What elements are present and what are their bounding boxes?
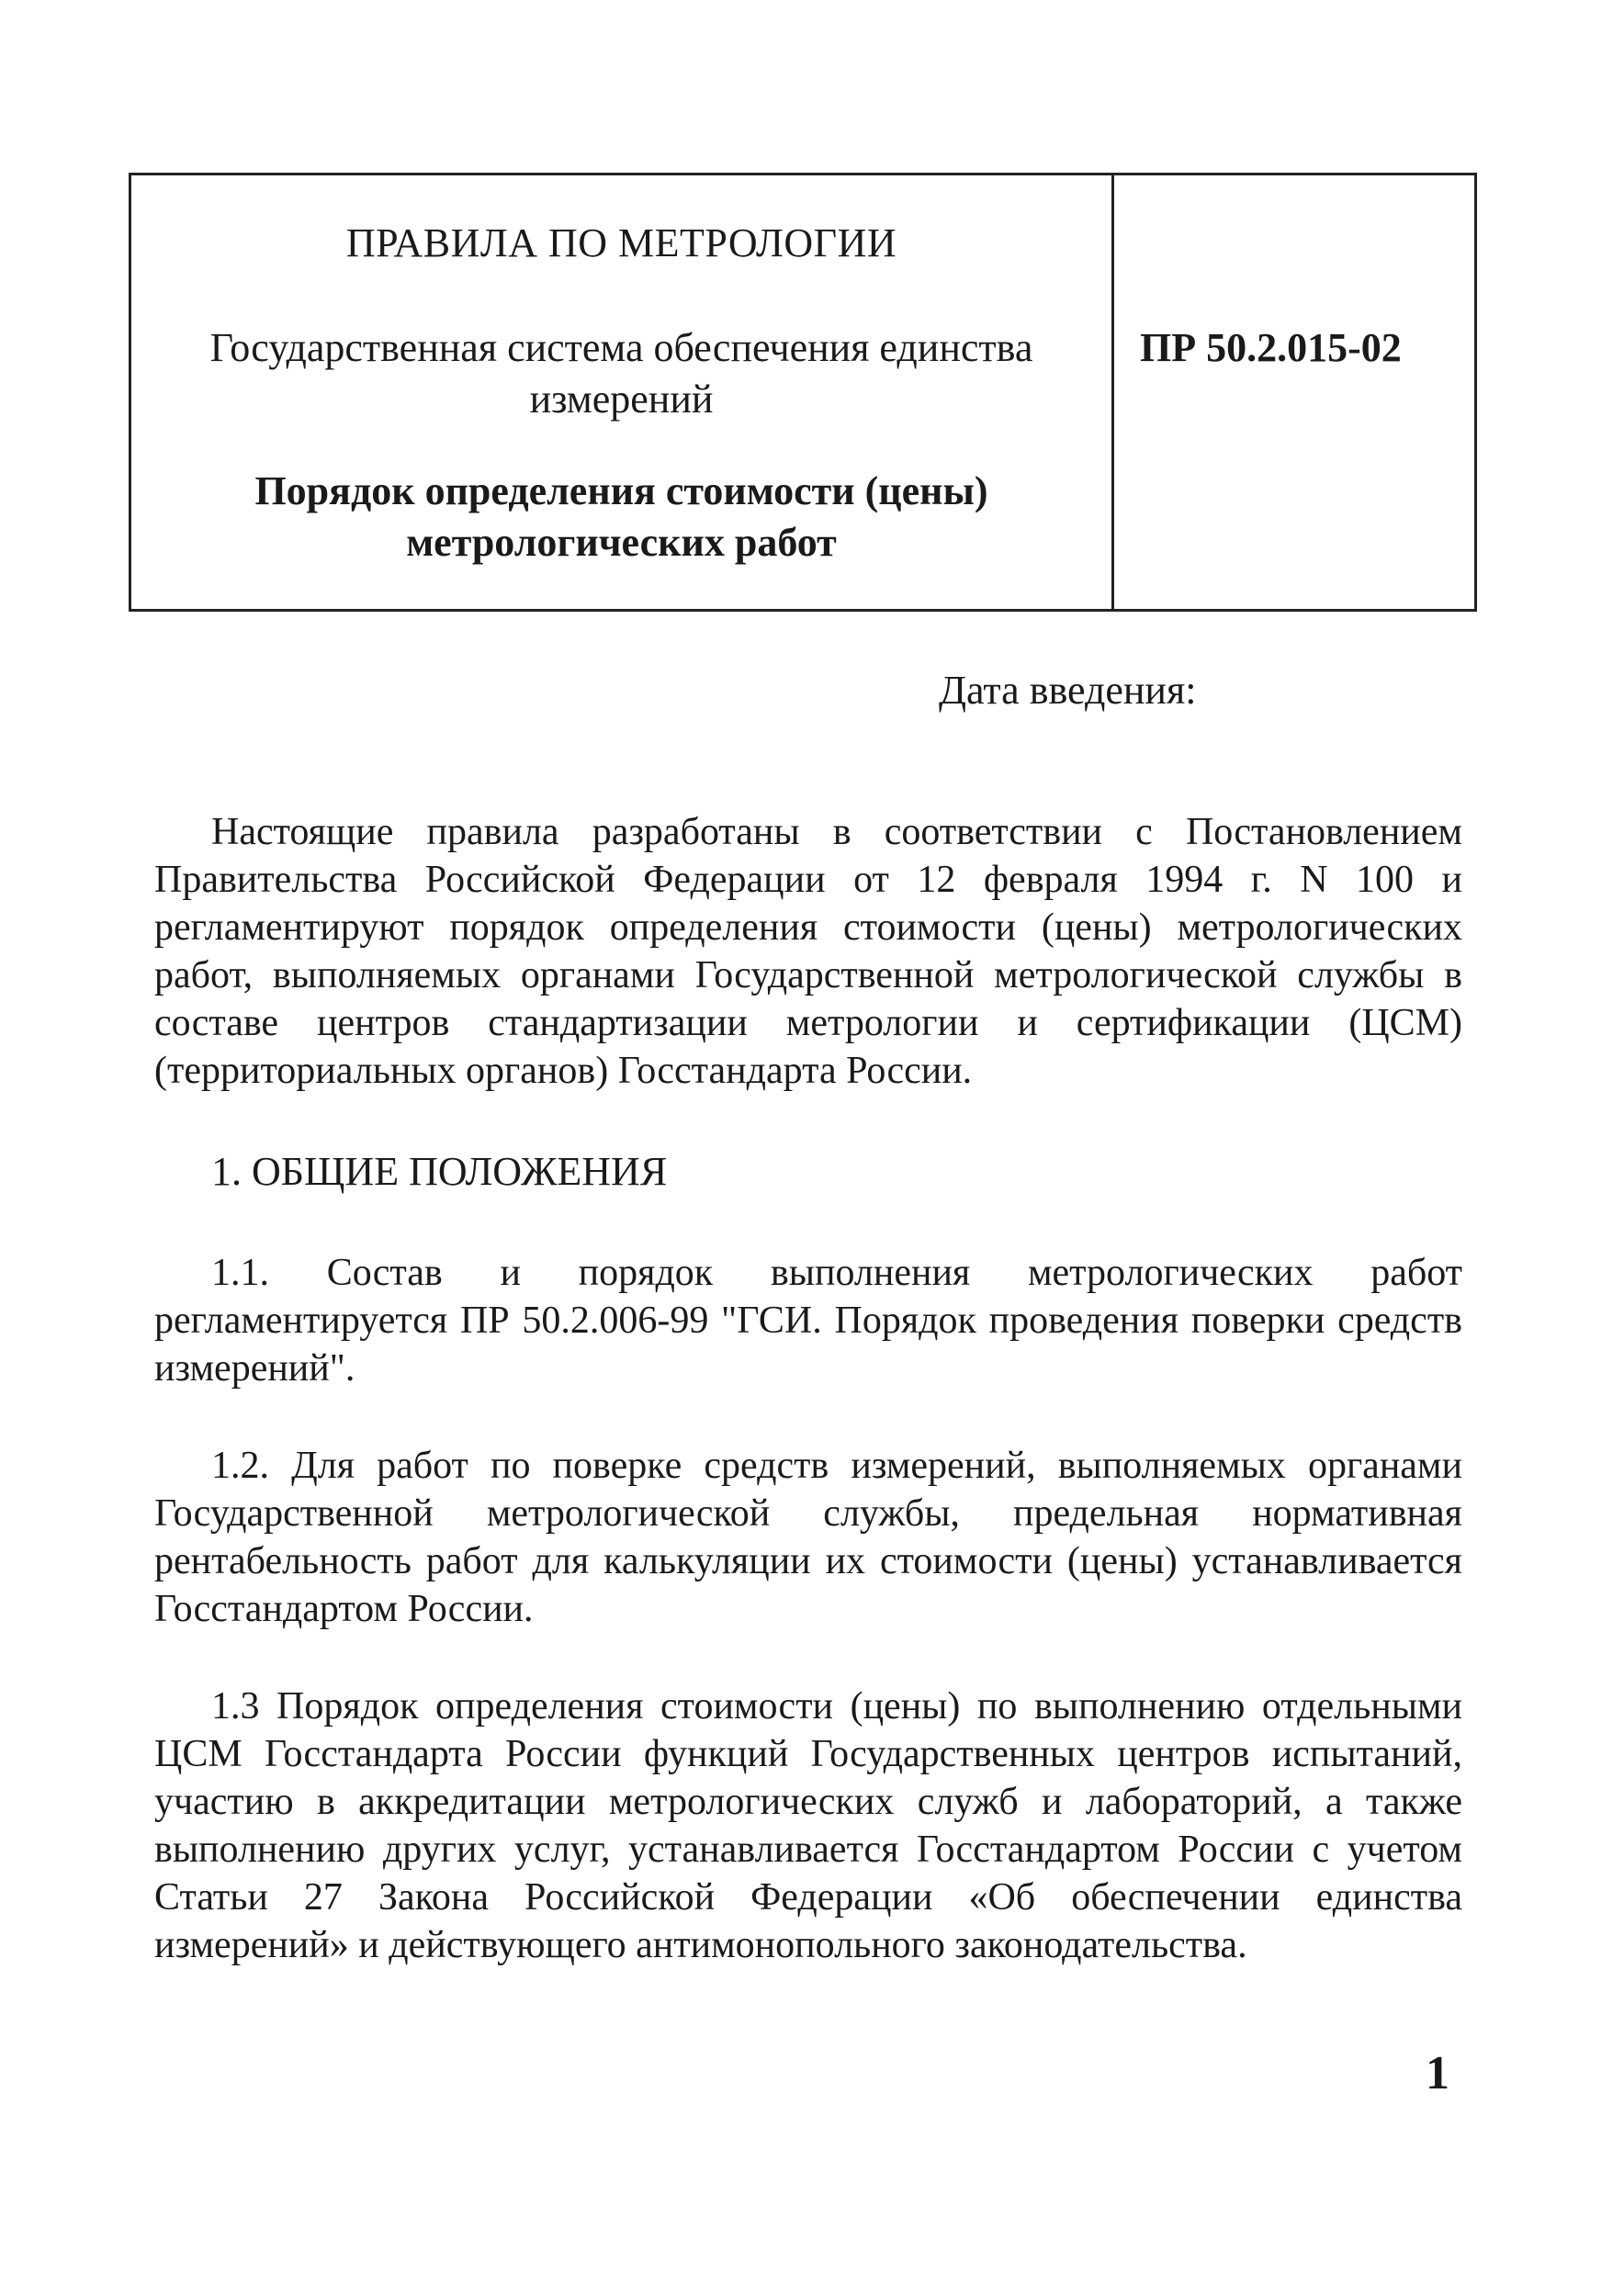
system-title: Государственная система обеспечения единства измерений	[209, 325, 1033, 422]
document-title: Порядок определения стоимости (цены) метрологических работ	[254, 468, 988, 565]
document-code: ПР 50.2.015-02	[1140, 325, 1402, 370]
paragraph-1-2: 1.2. Для работ по поверке средств измерений, выполняемых органами Государственной метрологической службы, предельная нормативная рентабельность работ для калькуляции их стоимости (цены) устанавливается Госстандартом России.	[154, 1445, 1462, 1630]
document-header-table	[129, 173, 1477, 612]
page-number: 1	[1426, 2047, 1449, 2099]
header-code-cell	[1114, 175, 1474, 609]
header-title-cell	[131, 175, 1114, 609]
section-heading: 1. ОБЩИЕ ПОЛОЖЕНИЯ	[211, 1149, 668, 1194]
intro-date-label: Дата введения:	[939, 668, 1197, 713]
rules-title: ПРАВИЛА ПО МЕТРОЛОГИИ	[345, 220, 897, 265]
intro-paragraph: Настоящие правила разработаны в соответствии с Постановлением Правительства Российской Федерации от 12 февраля 1994 г. N 100 и регламентируют порядок определения стоимости (цены) метрологических работ, выполняемых органами Государственной метрологической службы в составе центров стандартизации метрологии и сертификации (ЦСМ) (территориальных органов) Госстандарта России.	[154, 811, 1462, 1092]
paragraph-1-1: 1.1. Состав и порядок выполнения метрологических работ регламентируется ПР 50.2.006-99 "ГСИ. Порядок проведения поверки средств измерений".	[154, 1252, 1462, 1390]
paragraph-1-3: 1.3 Порядок определения стоимости (цены) по выполнению отдельными ЦСМ Госстандарта России функций Государственных центров испытаний, участию в аккредитации метрологических служб и лабораторий, а также выполнению других услуг, устанавливается Госстандартом России с учетом Статьи 27 Закона Российской Федерации «Об обеспечении единства измерений» и действующего антимонопольного законодательства.	[154, 1685, 1462, 1966]
